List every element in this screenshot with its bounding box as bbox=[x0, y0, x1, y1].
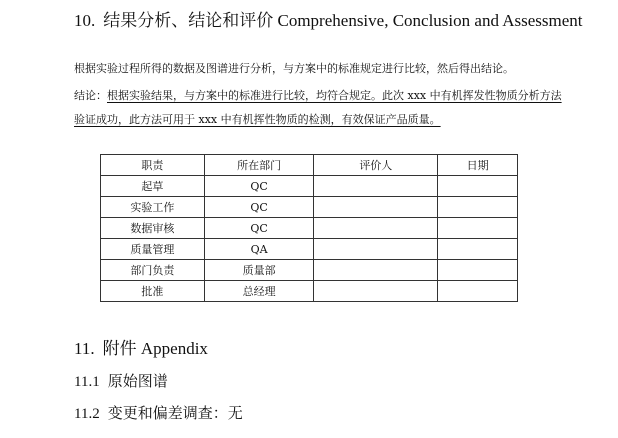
cell-date bbox=[438, 281, 518, 302]
table-row bbox=[101, 176, 518, 197]
analysis-paragraph: 根据实验过程所得的数据及图谱进行分析，与方案中的标准规定进行比较，然后得出结论。 bbox=[74, 62, 514, 75]
cell-reviewer bbox=[314, 176, 438, 197]
subsection-11-1-title: 原始图谱 bbox=[107, 374, 168, 390]
table-header-row bbox=[101, 155, 518, 176]
cell-role: 起草 bbox=[101, 176, 205, 197]
cell-reviewer bbox=[314, 218, 438, 239]
cell-role: 批准 bbox=[101, 281, 205, 302]
table-row bbox=[101, 260, 518, 281]
subsection-11-1-heading bbox=[74, 372, 168, 392]
cell-reviewer bbox=[314, 197, 438, 218]
cell-department: QC bbox=[204, 197, 314, 218]
table-row bbox=[101, 239, 518, 260]
section-10-heading bbox=[74, 10, 594, 32]
cell-reviewer bbox=[314, 281, 438, 302]
cell-department: QC bbox=[204, 176, 314, 197]
subsection-11-1-number: 11.1 bbox=[74, 374, 100, 390]
cell-department: QA bbox=[204, 239, 314, 260]
subsection-11-2-number: 11.2 bbox=[74, 406, 100, 422]
section-11-heading bbox=[74, 338, 208, 360]
subsection-11-2-title: 变更和偏差调查：无 bbox=[107, 406, 243, 422]
cell-date bbox=[438, 260, 518, 281]
header-department: 所在部门 bbox=[204, 155, 314, 176]
cell-role: 部门负责 bbox=[101, 260, 205, 281]
header-reviewer: 评价人 bbox=[314, 155, 438, 176]
cell-department: 总经理 bbox=[204, 281, 314, 302]
subsection-11-2-heading bbox=[74, 404, 243, 424]
cell-date bbox=[438, 176, 518, 197]
cell-reviewer bbox=[314, 239, 438, 260]
conclusion-paragraph bbox=[74, 84, 564, 132]
header-role: 职责 bbox=[101, 155, 205, 176]
section-11-title: 附件 Appendix bbox=[102, 339, 208, 358]
table-row bbox=[101, 218, 518, 239]
cell-date bbox=[438, 218, 518, 239]
section-10-number: 10. bbox=[74, 11, 96, 30]
approval-table bbox=[100, 154, 518, 302]
cell-role: 数据审核 bbox=[101, 218, 205, 239]
cell-department: 质量部 bbox=[204, 260, 314, 281]
cell-date bbox=[438, 197, 518, 218]
section-11-number: 11. bbox=[74, 339, 95, 358]
conclusion-text: 根据实验结果，与方案中的标准进行比较，均符合规定。此次 xxx 中有机挥发性物质分析方法验证成功，此方法可用于 xxx 中有机挥性物质的检测，有效保证产品质量。 bbox=[74, 89, 562, 126]
header-date: 日期 bbox=[438, 155, 518, 176]
cell-reviewer bbox=[314, 260, 438, 281]
cell-role: 实验工作 bbox=[101, 197, 205, 218]
cell-date bbox=[438, 239, 518, 260]
conclusion-label: 结论： bbox=[74, 89, 107, 102]
table-row bbox=[101, 281, 518, 302]
cell-role: 质量管理 bbox=[101, 239, 205, 260]
section-10-title: 结果分析、结论和评价 Comprehensive, Conclusion and Assessment bbox=[103, 11, 583, 30]
table-row bbox=[101, 197, 518, 218]
cell-department: QC bbox=[204, 218, 314, 239]
